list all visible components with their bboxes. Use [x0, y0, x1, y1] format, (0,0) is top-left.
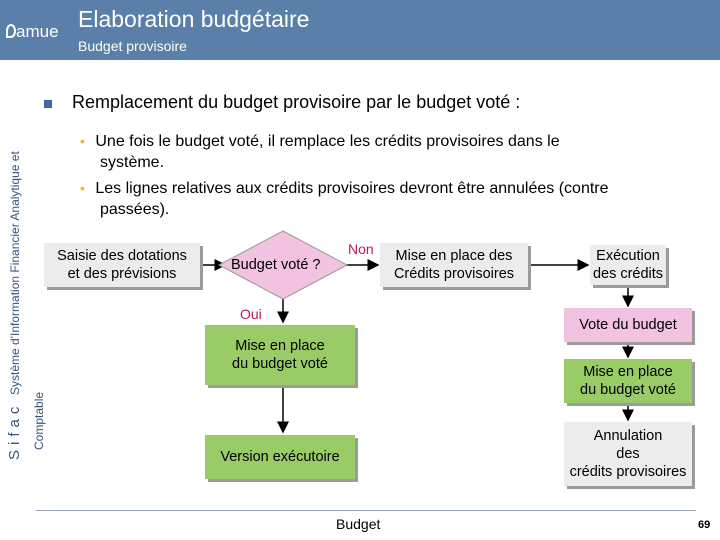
mep-left-box — [205, 325, 355, 385]
credits-line1: Mise en place des — [395, 248, 513, 264]
logo-text: amue — [16, 22, 59, 41]
execution-box — [590, 245, 666, 285]
saisie-line1: Saisie des dotations — [57, 248, 187, 264]
page-subtitle: Budget provisoire — [78, 38, 187, 54]
sidebar-line2: Comptable — [32, 391, 46, 450]
mep-left-line2: du budget voté — [232, 356, 328, 372]
sidebar-text1: Système d'Information Financier Analytique et — [8, 151, 22, 395]
bullet-1-line1: Une fois le budget voté, il remplace les crédits provisoires dans le — [95, 133, 560, 150]
version-label: Version exécutoire — [220, 449, 340, 465]
saisie-line2: et des prévisions — [67, 266, 177, 282]
annulation-line2: des — [616, 446, 640, 462]
credits-line2: Crédits provisoires — [393, 266, 515, 282]
non-label: Non — [348, 241, 374, 257]
footer-label: Budget — [336, 516, 381, 532]
saisie-box — [44, 243, 200, 287]
page-number: 69 — [698, 519, 711, 531]
bullet-2-line1: Les lignes relatives aux crédits provisoires devront être annulées (contre — [95, 180, 609, 197]
bullet-1-line2: système. — [100, 154, 165, 171]
execution-line1: Exécution — [596, 248, 660, 264]
version-box — [205, 435, 355, 479]
mep-right-line2: du budget voté — [580, 382, 676, 398]
execution-line2: des crédits — [592, 266, 664, 282]
page-title: Elaboration budgétaire — [78, 6, 310, 32]
sidebar-brand: Sifac — [6, 401, 23, 460]
footer-divider — [36, 510, 696, 511]
mep-left-line1: Mise en place — [235, 338, 325, 354]
vote-budget-box — [564, 308, 692, 342]
annulation-line1: Annulation — [593, 428, 663, 444]
annulation-line3: crédits provisoires — [569, 464, 687, 480]
bullet-2-line2: passées). — [100, 201, 170, 218]
vote-budget-label: Vote du budget — [579, 317, 677, 333]
bullet-dot-icon: • — [80, 180, 85, 196]
annulation-box — [564, 422, 692, 486]
decision-label: Budget voté ? — [231, 257, 321, 273]
mep-right-box — [564, 359, 692, 403]
mep-right-line1: Mise en place — [583, 364, 673, 380]
bullet-dot-icon: • — [80, 133, 85, 149]
section-heading: Remplacement du budget provisoire par le budget voté : — [72, 92, 521, 112]
credits-provisoires-box — [380, 243, 528, 287]
oui-label: Oui — [240, 306, 262, 322]
